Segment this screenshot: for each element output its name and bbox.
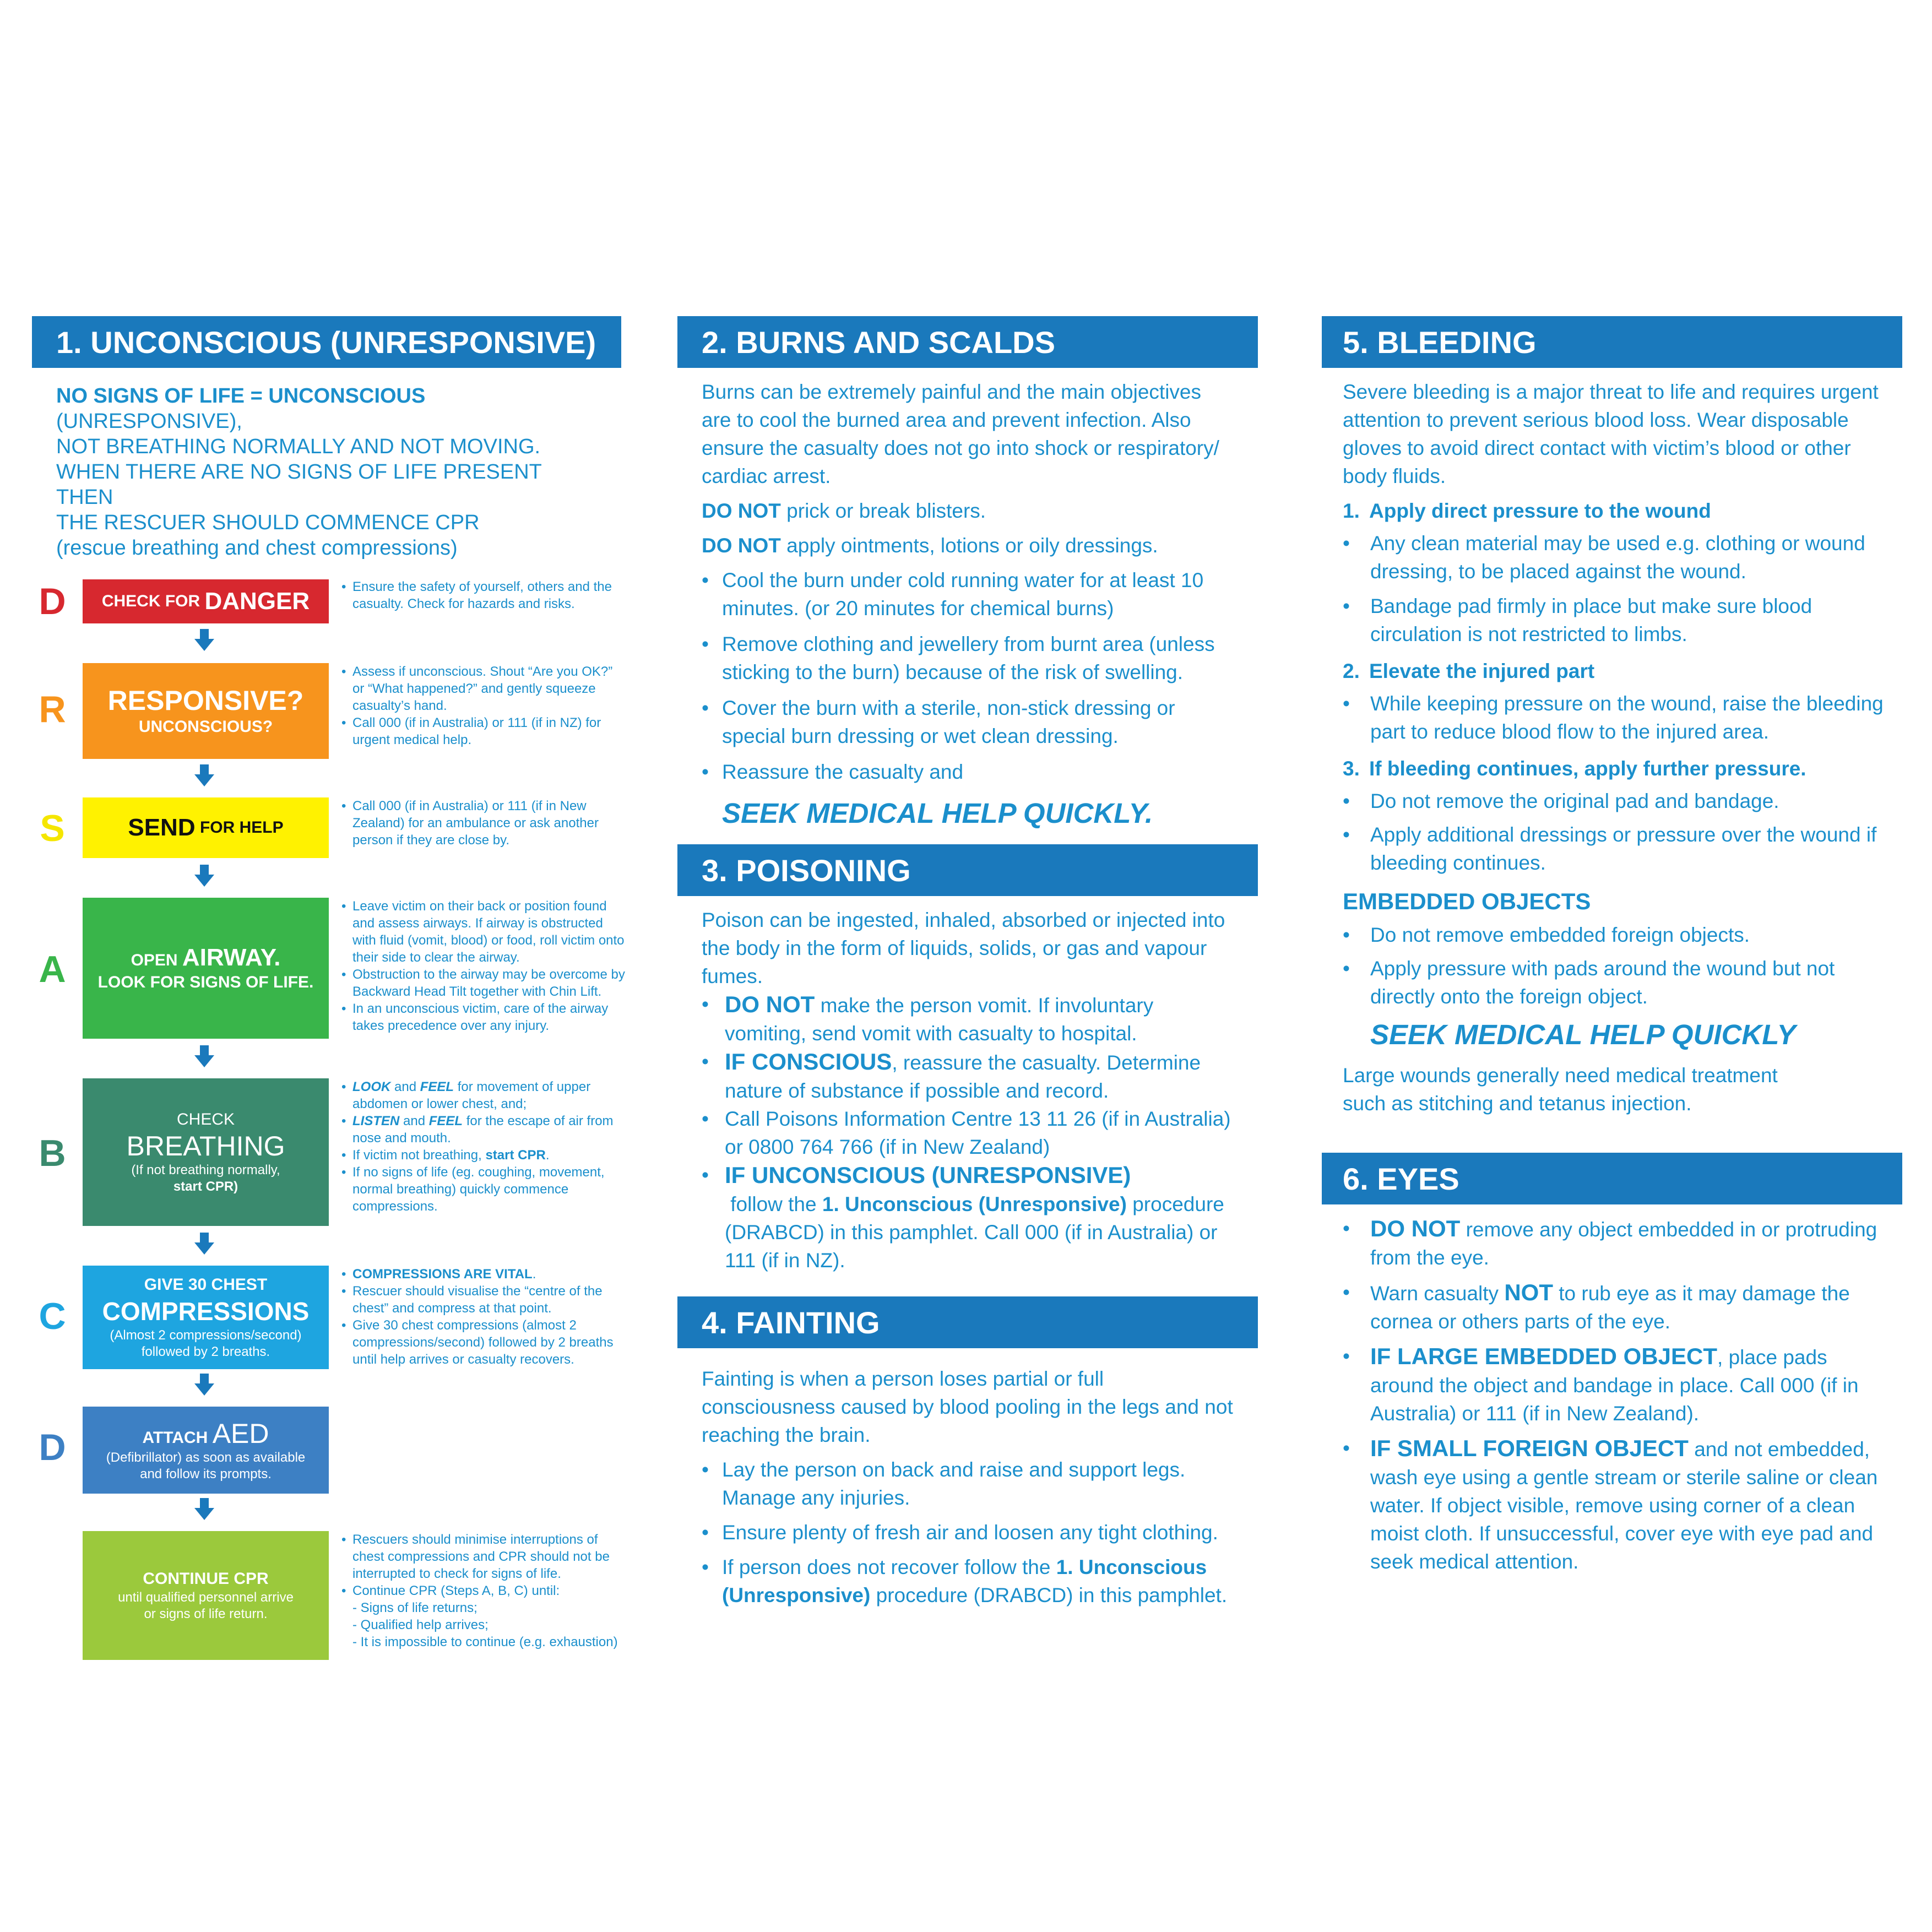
step-number: 3. [1343,757,1360,780]
look-label: LOOK [352,1079,391,1094]
danger-box [83,579,329,623]
poisoning-bullet-1 [702,990,1234,1048]
airway-big: AIRWAY. [182,944,281,971]
poisoning-bullet-3: • Call Poisons Information Centre 13 11 26 (if in Australia) or 0800 764 766 (if in New Zealand) [702,1105,1234,1161]
send-note: • Call 000 (if in Australia) or 111 (if in New Zealand) for an ambulance or ask another person if they are close by. [340,797,627,849]
listen-label: LISTEN [352,1114,400,1128]
bleeding-title: 5. BLEEDING [1343,324,1537,360]
airway-note-2: • Obstruction to the airway may be overcome by Backward Head Tilt together with Chin Lift. [340,966,627,1000]
letter-d: D [39,580,66,622]
danger-notes [340,578,627,612]
bullet-text: procedure (DRABCD) in this pamphlet. [870,1584,1228,1607]
compressions-notes [340,1266,627,1368]
burns-do-not-1 [702,497,1234,525]
intro-rest: (UNRESPONSIVE), [56,410,242,433]
arrow-down-icon [194,1242,214,1255]
do-not-text: apply ointments, lotions or oily dressings. [780,534,1158,557]
aed-sub-1: (Defibrillator) as soon as available [106,1450,306,1465]
eyes-body [1322,1204,1902,1576]
drsabcd-chart [32,579,625,1684]
bullet-text: , reassure the casualty. Determine nature of substance if possible and record. [725,1051,1201,1102]
bleeding-body [1322,368,1902,1117]
send-big: SEND [128,814,196,841]
burns-bullet-1: • Cool the burn under cold running water for at least 10 minutes. (or 20 minutes for chemical burns) [702,566,1234,622]
letter-c: C [39,1295,66,1337]
note-part: . [545,1148,550,1163]
step-title: Elevate the injured part [1369,660,1595,682]
arrow-down-icon [194,1383,214,1396]
send-box [83,797,329,858]
burns-bullet-3: • Cover the burn with a sterile, non-stick dressing or special burn dressing or wet clean dressing. [702,694,1234,750]
step-title: Apply direct pressure to the wound [1369,500,1711,522]
poisoning-intro: Poison can be ingested, inhaled, absorbed or injected into the body in the form of liquids, solids, or gas and vapour fumes. [702,909,1225,987]
breathing-note-1 [340,1078,627,1112]
airway-small: OPEN [131,951,182,969]
small-object-label: IF SMALL FOREIGN OBJECT [1370,1435,1689,1461]
responsive-note-2: • Call 000 (if in Australia) or 111 (if in NZ) for urgent medical help. [340,714,627,748]
step-number: 2. [1343,660,1360,682]
compressions-note-3: • Give 30 chest compressions (almost 2 compressions/second) followed by 2 breaths until help arrives or casualty recovers. [340,1317,627,1368]
aed-sub-2: and follow its prompts. [140,1467,272,1481]
continue-cpr-sub-item: - Qualified help arrives; [352,1618,489,1632]
breathing-big: BREATHING [126,1131,285,1162]
aed-small: ATTACH [142,1429,213,1447]
breathing-sub-1: (If not breathing normally, [131,1163,280,1177]
fainting-title: 4. FAINTING [702,1305,880,1340]
danger-big: DANGER [204,588,310,615]
arrow-down-icon [194,1508,214,1520]
danger-note: • Ensure the safety of yourself, others and the casualty. Check for hazards and risks. [340,578,627,612]
airway-sub: LOOK FOR SIGNS OF LIFE. [97,973,314,991]
breathing-small: CHECK [176,1110,235,1128]
burns-header [677,316,1258,368]
continue-cpr-notes [340,1531,627,1651]
aed-big: AED [212,1418,269,1449]
aed-box [83,1407,329,1494]
poisoning-bullet-2 [702,1048,1234,1105]
letter-s: S [40,807,65,849]
bleeding-header [1322,316,1902,368]
burns-seek-help: SEEK MEDICAL HELP QUICKLY. [722,797,1153,829]
breathing-notes [340,1078,627,1215]
airway-box [83,898,329,1039]
unconscious-header [32,316,621,368]
unconscious-section [32,316,625,1684]
bullet-text: , place pads around the object and bandage in place. Call 000 (if in Australia) or 111 (if in New Zealand). [1370,1346,1859,1425]
intro-line-4: THE RESCUER SHOULD COMMENCE CPR [56,511,480,534]
vital-label: COMPRESSIONS ARE VITAL [352,1267,533,1282]
continue-cpr-box [83,1531,329,1660]
fainting-intro: Fainting is when a person loses partial or full consciousness caused by blood pooling in the legs and not reaching the brain. [702,1367,1233,1446]
breathing-note-4: • If no signs of life (eg. coughing, movement, normal breathing) quickly commence compressions. [340,1164,627,1215]
bleeding-intro: Severe bleeding is a major threat to life and requires urgent attention to prevent serious blood loss. Wear disposable gloves to avoid direct contact with victim’s blood or other body fluids. [1343,381,1879,487]
arrow-down-icon [194,875,214,887]
bullet-text: remove any object embedded in or protruding from the eye. [1370,1218,1877,1269]
and-label: and [390,1079,420,1094]
compressions-box [83,1266,329,1369]
poisoning-header [677,844,1258,896]
bullet-text: procedure (DRABCD) in this pamphlet. Call 000 (if in Australia) or 111 (if in NZ). [725,1193,1224,1272]
letter-d: D [39,1426,66,1468]
feel-label: FEEL [428,1114,463,1128]
note-part: If victim not breathing, [352,1148,486,1163]
danger-small: CHECK FOR [101,592,205,610]
and-label: and [399,1114,429,1128]
bleeding-seek-help: SEEK MEDICAL HELP QUICKLY [1370,1019,1796,1050]
fainting-bullet-3 [702,1553,1234,1609]
arrow-down-icon [194,639,214,651]
bleeding-outro: Large wounds generally need medical treatment such as stitching and tetanus injection. [1343,1064,1778,1115]
continue-cpr-sub-item: - Signs of life returns; [352,1600,477,1615]
poisoning-body [677,896,1258,1274]
intro-line-5: (rescue breathing and chest compressions) [56,536,458,560]
unconscious-intro [32,368,621,561]
responsive-notes [340,663,627,748]
breathing-sub-2: start CPR) [173,1179,238,1194]
step-title: If bleeding continues, apply further pressure. [1369,757,1806,780]
bullet-text: and not embedded, wash eye using a gentle stream or sterile saline or clean water. If object visible, remove using corner of a clean moist cloth. If unsuccessful, cover eye with eye pad and seek medical attention. [1370,1438,1878,1573]
if-unconscious-label: IF UNCONSCIOUS (UNRESPONSIVE) [725,1162,1131,1188]
bleeding-bullet: • Apply additional dressings or pressure over the wound if bleeding continues. [1343,821,1886,877]
eyes-bullet-1 [1343,1214,1886,1272]
fainting-header [677,1296,1258,1348]
continue-cpr-big: CONTINUE CPR [143,1570,269,1588]
arrow-down-icon [194,774,214,786]
continue-cpr-sub-2: or signs of life return. [144,1607,268,1621]
responsive-note-1: • Assess if unconscious. Shout “Are you OK?” or “What happened?” and gently squeeze casualty’s hand. [340,663,627,714]
bullet-text: If person does not recover follow the [722,1556,1056,1578]
intro-line-1 [56,383,597,434]
embedded-bullet: • Apply pressure with pads around the wound but not directly onto the foreign object. [1343,954,1886,1011]
responsive-sub: UNCONSCIOUS? [138,718,273,736]
intro-bold: NO SIGNS OF LIFE = UNCONSCIOUS [56,384,426,408]
compressions-small: GIVE 30 CHEST [144,1276,268,1294]
burns-bullet-2: • Remove clothing and jewellery from burnt area (unless sticking to the burn) because of the risk of swelling. [702,630,1234,686]
embedded-objects-title: EMBEDDED OBJECTS [1343,888,1591,914]
do-not-text: prick or break blisters. [780,500,986,522]
responsive-big: RESPONSIVE? [107,685,304,716]
feel-label: FEEL [420,1079,454,1094]
bullet-text: make the person vomit. If involuntary vomiting, send vomit with casualty to hospital. [725,994,1154,1045]
embedded-bullet: • Do not remove embedded foreign objects. [1343,921,1886,949]
do-not-label: DO NOT [702,500,781,522]
send-small: FOR HELP [195,818,284,837]
continue-cpr-note-2: • Continue CPR (Steps A, B, C) until: [340,1582,627,1599]
bleeding-step-2 [1343,657,1886,685]
eyes-title: 6. EYES [1343,1161,1459,1196]
procedure-ref: 1. Unconscious (Unresponsive) [822,1193,1127,1215]
breathing-note-2 [340,1112,627,1147]
column-2 [677,316,1258,1609]
compressions-sub-1: (Almost 2 compressions/second) [110,1328,302,1343]
letter-a: A [39,948,66,990]
letter-b: B [39,1132,66,1174]
bleeding-step-3 [1343,755,1886,783]
bleeding-bullet: • Any clean material may be used e.g. clothing or wound dressing, to be placed against the wound. [1343,529,1886,585]
large-object-label: IF LARGE EMBEDDED OBJECT [1370,1343,1718,1369]
step-number: 1. [1343,500,1360,522]
burns-do-not-2 [702,531,1234,560]
continue-cpr-sub-1: until qualified personnel arrive [118,1590,294,1605]
eyes-bullet-2 [1343,1278,1886,1336]
note-rest: for the escape of air from nose and mouth. [352,1114,614,1146]
if-conscious-label: IF CONSCIOUS [725,1049,892,1074]
responsive-box [83,663,329,759]
arrow-down-icon [194,1055,214,1067]
procedure-ref: 1. Unconscious (Unresponsive) [722,1556,1207,1607]
burns-title: 2. BURNS AND SCALDS [702,324,1055,360]
compressions-note-2: • Rescuer should visualise the “centre of the chest” and compress at that point. [340,1283,627,1317]
compressions-note-1: • COMPRESSIONS ARE VITAL. [340,1266,627,1283]
fainting-body [677,1348,1258,1609]
eyes-bullet-3 [1343,1342,1886,1428]
intro-line-3: WHEN THERE ARE NO SIGNS OF LIFE PRESENT THEN [56,460,542,509]
note-rest: for movement of upper abdomen or lower chest, and; [352,1079,591,1111]
do-not-label: DO NOT [725,991,815,1017]
bleeding-bullet: • While keeping pressure on the wound, raise the bleeding part to reduce blood flow to the injured area. [1343,690,1886,746]
airway-notes [340,898,627,1034]
not-label: NOT [1504,1279,1553,1305]
bleeding-bullet: • Do not remove the original pad and bandage. [1343,787,1886,815]
poisoning-title: 3. POISONING [702,853,911,888]
eyes-bullet-4 [1343,1434,1886,1576]
bleeding-step-1 [1343,497,1886,525]
intro-line-2: NOT BREATHING NORMALLY AND NOT MOVING. [56,435,541,458]
poisoning-bullet-4 [702,1161,1234,1274]
breathing-box [83,1078,329,1226]
fainting-bullet-1: • Lay the person on back and raise and support legs. Manage any injuries. [702,1456,1234,1512]
column-3 [1322,316,1902,1576]
bullet-text: to rub eye as it may damage the cornea or others parts of the eye. [1370,1282,1850,1333]
bullet-text: follow the [725,1193,822,1215]
fainting-bullet-2: • Ensure plenty of fresh air and loosen any tight clothing. [702,1518,1234,1546]
airway-note-1: • Leave victim on their back or position found and assess airways. If airway is obstructed with fluid (vomit, blood) or food, roll victim onto their side to clear the airway. [340,898,627,966]
breathing-note-3 [340,1147,627,1164]
continue-cpr-sub-item: - It is impossible to continue (e.g. exhaustion) [352,1635,618,1649]
burns-intro: Burns can be extremely painful and the main objectives are to cool the burned area and prevent infection. Also ensure the casualty does not go into shock or respiratory/ cardiac arrest. [702,381,1219,487]
letter-r: R [39,688,66,730]
compressions-sub-2: followed by 2 breaths. [141,1344,270,1359]
do-not-label: DO NOT [1370,1215,1461,1241]
compressions-big: COMPRESSIONS [102,1297,310,1326]
burns-bullet-4: • Reassure the casualty and [702,758,1234,786]
bullet-text: Warn casualty [1370,1282,1505,1305]
eyes-header [1322,1153,1902,1204]
continue-cpr-note-1: • Rescuers should minimise interruptions of chest compressions and CPR should not be interrupted to check for signs of life. [340,1531,627,1582]
burns-body [677,368,1258,830]
bleeding-bullet: • Bandage pad firmly in place but make sure blood circulation is not restricted to limbs. [1343,592,1886,648]
do-not-label: DO NOT [702,534,781,557]
unconscious-title: 1. UNCONSCIOUS (UNRESPONSIVE) [56,324,596,360]
start-cpr-label: start CPR [485,1148,546,1163]
send-notes [340,797,627,849]
airway-note-3: • In an unconscious victim, care of the airway takes precedence over any injury. [340,1000,627,1034]
